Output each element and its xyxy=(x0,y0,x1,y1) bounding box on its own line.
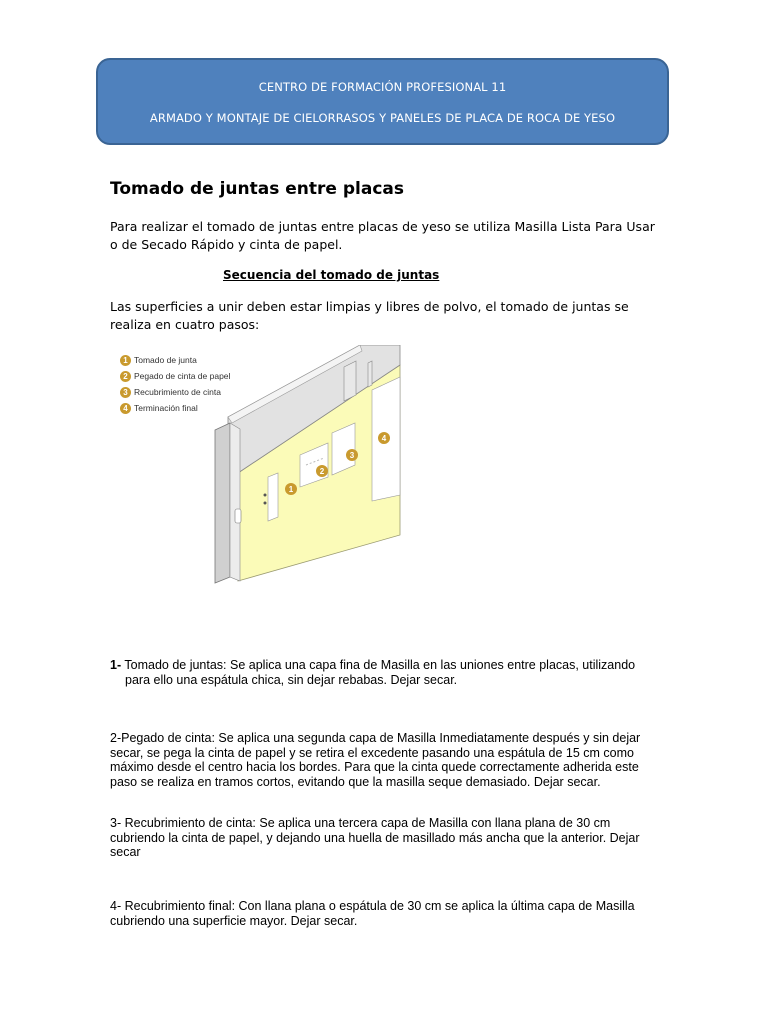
section-subtitle: Secuencia del tomado de juntas xyxy=(223,268,440,282)
joint-sequence-figure xyxy=(110,345,402,585)
right-stud xyxy=(344,361,356,401)
step-marker-2 xyxy=(316,465,328,477)
legend-number: 4 xyxy=(120,403,131,414)
institution-name: CENTRO DE FORMACIÓN PROFESIONAL 11 xyxy=(258,80,507,94)
legend-label: Recubrimiento de cinta xyxy=(134,387,221,397)
legend-number: 3 xyxy=(120,387,131,398)
step-2: 2-Pegado de cinta: Se aplica una segunda capa de Masilla Inmediatamente después y sin dejar secar, se pega la cinta de papel y se retira el excedente pasando una espátula de 15 cm como máximo desde el centro hacia los bordes. Para que la cinta quede correctamente adherida este paso se realiza en tramos cortos, evitando que la masilla seque demasiado. Dejar secar. xyxy=(110,731,641,789)
preparation-paragraph: Las superficies a unir deben estar limpias y libres de polvo, el tomado de juntas se realiza en cuatro pasos: xyxy=(110,299,629,332)
wall-illustration xyxy=(110,345,402,585)
header-banner xyxy=(96,58,669,145)
step-marker-4 xyxy=(378,432,390,444)
course-name: ARMADO Y MONTAJE DE CIELORRASOS Y PANELES DE PLACA DE ROCA DE YESO xyxy=(149,111,616,125)
step-1 xyxy=(110,658,660,687)
svg-text:3: 3 xyxy=(349,451,355,460)
step-text: Tomado de juntas: Se aplica una capa fina de Masilla en las uniones entre placas, utilizando xyxy=(124,658,636,672)
step-text-continued: para ello una espátula chica, sin dejar rebabas. Dejar secar. xyxy=(125,672,458,687)
legend-number: 2 xyxy=(120,371,131,382)
legend-number: 1 xyxy=(120,355,131,366)
step-marker-1 xyxy=(285,483,297,495)
legend-label: Pegado de cinta de papel xyxy=(134,371,231,381)
svg-text:1: 1 xyxy=(288,485,294,494)
step-number: 1- xyxy=(110,658,122,672)
step-marker-3 xyxy=(346,449,358,461)
svg-text:2: 2 xyxy=(319,467,325,476)
step-4: 4- Recubrimiento final: Con llana plana o espátula de 30 cm se aplica la última capa de Masilla cubriendo una superficie mayor. Dejar secar. xyxy=(110,899,635,928)
page-title: Tomado de juntas entre placas xyxy=(110,179,404,199)
legend-label: Terminación final xyxy=(134,403,198,413)
svg-text:4: 4 xyxy=(381,434,387,443)
step-3: 3- Recubrimiento de cinta: Se aplica una tercera capa de Masilla con llana plana de 30 cm cubriendo la cinta de papel, y dejando una huella de masillado más ancha que la anterior. Dejar secar xyxy=(110,816,640,860)
intro-paragraph: Para realizar el tomado de juntas entre placas de yeso se utiliza Masilla Lista Para Usar o de Secado Rápido y cinta de papel. xyxy=(110,219,655,252)
left-stud xyxy=(215,423,230,583)
legend-label: Tomado de junta xyxy=(134,355,197,365)
step1-strip xyxy=(268,473,278,521)
